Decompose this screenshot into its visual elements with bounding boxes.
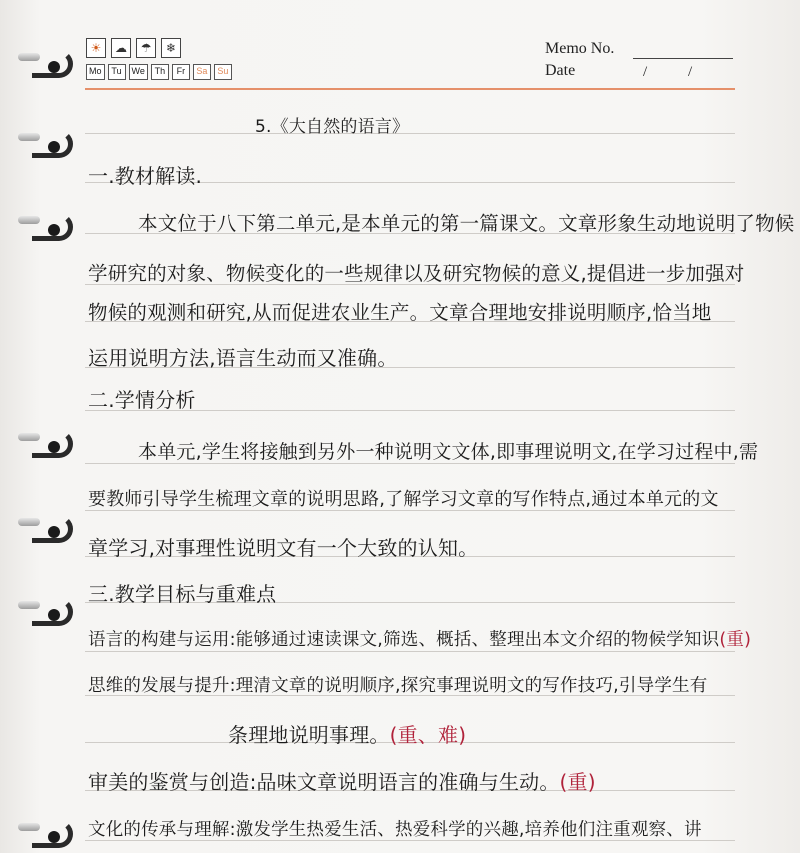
note-line: 要教师引导学生梳理文章的说明思路,了解学习文章的写作特点,通过本单元的文 [88, 489, 719, 510]
goal-line [228, 719, 466, 748]
note-line: 物候的观测和研究,从而促进农业生产。文章合理地安排说明顺序,恰当地 [88, 301, 712, 324]
binder-ring [32, 213, 73, 241]
weekday-tu: Tu [108, 64, 126, 80]
ruled-line [85, 133, 735, 134]
weekday-mo: Mo [86, 64, 105, 80]
section-heading: 一.教材解读. [88, 164, 203, 188]
goal-text: 语言的构建与运用:能够通过速读课文,筛选、概括、整理出本文介绍的物候学知识 [88, 630, 720, 650]
sun-icon: ☀ [86, 38, 106, 58]
memo-number-field [633, 58, 733, 59]
rain-icon: ☂ [136, 38, 156, 58]
memo-label: Memo No. [545, 40, 615, 57]
binder-ring [32, 598, 73, 626]
note-title: 5.《大自然的语言》 [255, 117, 410, 137]
goal-text: 条理地说明事理。 [228, 723, 390, 747]
note-line: 运用说明方法,语言生动而又准确。 [88, 346, 398, 370]
goal-text: 审美的鉴赏与创造:品味文章说明语言的准确与生动。 [88, 770, 560, 794]
note-line: 本单元,学生将接触到另外一种说明文文体,即事理说明文,在学习过程中,需 [138, 441, 759, 463]
emphasis-mark: (重) [719, 630, 752, 650]
weekday-sa: Sa [193, 64, 211, 80]
weekday-we: We [129, 64, 148, 80]
goal-line [88, 766, 596, 795]
section-heading: 二.学情分析 [88, 388, 196, 412]
weekday-su: Su [214, 64, 232, 80]
goal-line: 思维的发展与提升:理清文章的说明顺序,探究事理说明文的写作技巧,引导学生有 [88, 676, 708, 696]
snow-icon: ❄ [161, 38, 181, 58]
binder-ring [32, 50, 73, 78]
emphasis-mark: (重、难) [389, 723, 467, 747]
note-line: 学研究的对象、物候变化的一些规律以及研究物候的意义,提倡进一步加强对 [88, 262, 745, 285]
note-line: 章学习,对事理性说明文有一个大致的认知。 [88, 536, 479, 560]
section-heading: 三.教学目标与重难点 [88, 582, 277, 606]
date-label: Date [545, 62, 576, 79]
weekday-th: Th [151, 64, 169, 80]
date-separator: / [688, 64, 693, 80]
goal-line [88, 626, 751, 651]
binder-ring [32, 130, 73, 158]
cloudy-icon: ☁ [111, 38, 131, 58]
date-separator: / [643, 64, 648, 80]
binder-ring [32, 820, 73, 848]
note-line: 本文位于八下第二单元,是本单元的第一篇课文。文章形象生动地说明了物候 [138, 212, 795, 235]
weekday-fr: Fr [172, 64, 190, 80]
header-divider [85, 88, 735, 90]
emphasis-mark: (重) [559, 770, 596, 794]
binder-ring [32, 515, 73, 543]
goal-line: 文化的传承与理解:激发学生热爱生活、热爱科学的兴趣,培养他们注重观察、讲 [88, 820, 702, 840]
binder-ring [32, 430, 73, 458]
weekday-selector [86, 64, 232, 80]
ruled-line [85, 651, 735, 652]
weather-selector [86, 38, 181, 58]
